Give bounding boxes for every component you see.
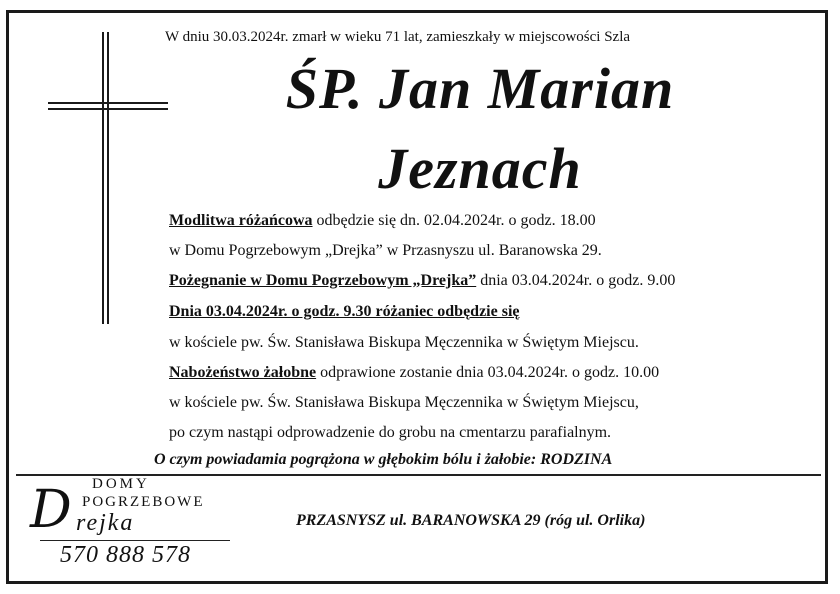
ceremony-line: [169, 302, 520, 322]
ceremony-line-bold: Dnia 03.04.2024r. o godz. 9.30 różaniec odbędzie się: [169, 303, 520, 320]
logo-phone: 570 888 578: [60, 542, 191, 568]
ceremony-line: [169, 423, 611, 443]
ceremony-line: [169, 363, 659, 383]
address-text: PRZASNYSZ ul. BARANOWSKA 29 (róg ul. Orlika): [296, 512, 646, 529]
ceremony-line-bold: Pożegnanie w Domu Pogrzebowym „Drejka”: [169, 272, 477, 289]
ceremony-line-text: dnia 03.04.2024r. o godz. 9.00: [476, 272, 676, 289]
ceremony-line-text: w Domu Pogrzebowym „Drejka” w Przasnyszu ul. Baranowska 29.: [169, 242, 602, 259]
ceremony-line-text: w kościele pw. Św. Stanisława Biskupa Męczennika w Świętym Miejscu,: [169, 394, 639, 411]
closing-text: O czym powiadamia pogrążona w głębokim bólu i żałobie: RODZINA: [154, 451, 613, 468]
ceremony-line-text: w kościele pw. Św. Stanisława Biskupa Męczennika w Świętym Miejscu.: [169, 334, 639, 351]
ceremony-line: [169, 211, 596, 231]
logo-rejka: rejka: [76, 510, 135, 536]
logo-d-letter: D: [30, 480, 72, 540]
ceremony-line-text: odprawione zostanie dnia 03.04.2024r. o godz. 10.00: [316, 364, 660, 381]
deceased-name: ŚP. Jan Marian: [285, 56, 675, 121]
cross-icon-line: [107, 32, 109, 324]
ceremony-line: [169, 241, 602, 261]
ceremony-line: [169, 333, 639, 353]
ceremony-line-bold: Modlitwa różańcowa: [169, 212, 313, 229]
logo-pogrzebowe: POGRZEBOWE: [82, 494, 205, 510]
logo-domy: DOMY: [92, 476, 150, 492]
ceremony-line-bold: Nabożeństwo żałobne: [169, 364, 317, 381]
intro-text: W dniu 30.03.2024r. zmarł w wieku 71 lat, zamieszkały w miejscowości Szla: [165, 29, 631, 45]
ceremony-line: [169, 271, 675, 291]
cross-icon-bar: [48, 102, 168, 104]
ceremony-line: [169, 393, 639, 413]
logo-underline: [40, 540, 230, 541]
cross-icon-bar: [48, 108, 168, 110]
ceremony-line-text: odbędzie się dn. 02.04.2024r. o godz. 18.00: [312, 212, 596, 229]
cross-icon: [102, 32, 104, 324]
deceased-surname: Jeznach: [378, 136, 582, 201]
ceremony-line-text: po czym nastąpi odprowadzenie do grobu na cmentarzu parafialnym.: [169, 424, 612, 441]
